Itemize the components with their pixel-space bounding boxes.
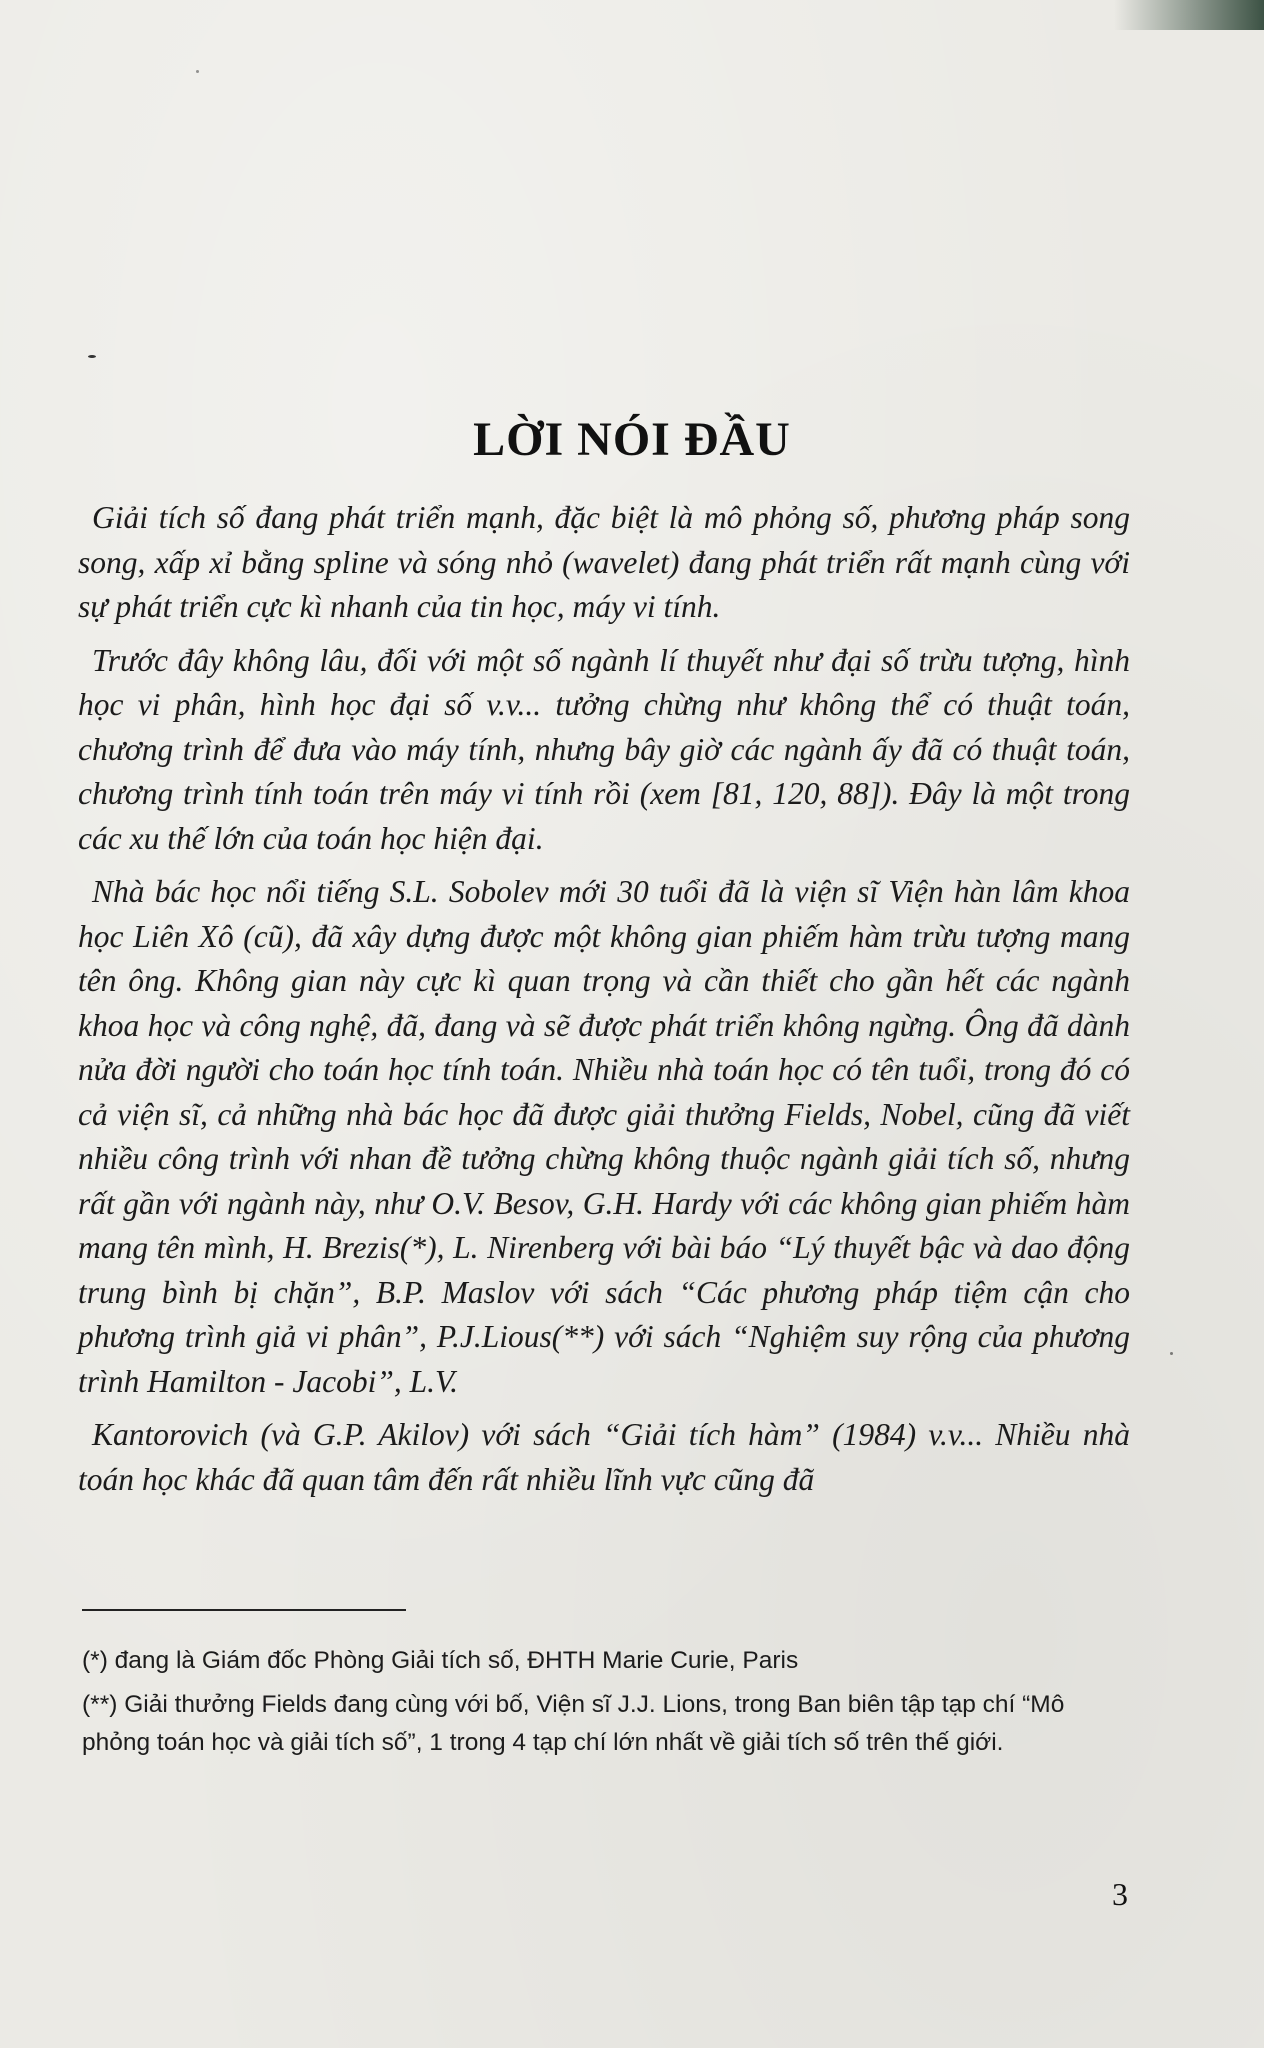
paper-speck (88, 355, 96, 358)
paragraph-intro: Giải tích số đang phát triển mạnh, đặc biệt là mô phỏng số, phương pháp song song, xấp xỉ bằng spline và sóng nhỏ (wavelet) đang phát triển rất mạnh cùng với sự phát triển cực kì nhanh của tin học, máy vi tính. (78, 500, 1130, 624)
page-title: LỜI NÓI ĐẦU (473, 413, 791, 467)
paragraph-kantorovich: Kantorovich (và G.P. Akilov) với sách “Giải tích hàm” (1984) v.v... Nhiều nhà toán học khác đã quan tâm đến rất nhiều lĩnh vực cũng đã (78, 1417, 1130, 1497)
paper-speck (196, 70, 199, 73)
page-corner-shadow (1114, 0, 1264, 30)
footnote-divider (82, 1609, 406, 1611)
footnotes (82, 1642, 1136, 1768)
footnote-2: (**) Giải thưởng Fields đang cùng với bố, Viện sĩ J.J. Lions, trong Ban biên tập tạp chí “Mô phỏng toán học và giải tích số”, 1 trong 4 tạp chí lớn nhất về giải tích số trên thế giới. (82, 1691, 1065, 1756)
paragraph-sobolev: Nhà bác học nổi tiếng S.L. Sobolev mới 30 tuổi đã là viện sĩ Viện hàn lâm khoa học Liên Xô (cũ), đã xây dựng được một không gian phiếm hàm trừu tượng mang tên ông. Không gian này cực kì quan trọng và cần thiết cho gần hết các ngành khoa học và công nghệ, đã, đang và sẽ được phát triển không ngừng. Ông đã dành nửa đời người cho toán học tính toán. Nhiều nhà toán học có tên tuổi, trong đó có cả viện sĩ, cả những nhà bác học đã được giải thưởng Fields, Nobel, cũng đã viết nhiều công trình với nhan đề tưởng chừng không thuộc ngành giải tích số, nhưng rất gần với ngành này, như O.V. Besov, G.H. Hardy với các không gian phiếm hàm mang tên mình, H. Brezis(*), L. Nirenberg với bài báo “Lý thuyết bậc và dao động trung bình bị chặn”, B.P. Maslov với sách “Các phương pháp tiệm cận cho phương trình giả vi phân”, P.J.Lious(**) với sách “Nghiệm suy rộng của phương trình Hamilton - Jacobi”, L.V. (78, 874, 1130, 1399)
preface-body (78, 496, 1130, 1511)
footnote-1: (*) đang là Giám đốc Phòng Giải tích số, ĐHTH Marie Curie, Paris (82, 1647, 799, 1674)
paragraph-algorithms: Trước đây không lâu, đối với một số ngành lí thuyết như đại số trừu tượng, hình học vi phân, hình học đại số v.v... tưởng chừng như không thể có thuật toán, chương trình để đưa vào máy tính, nhưng bây giờ các ngành ấy đã có thuật toán, chương trình tính toán trên máy vi tính rồi (xem [81, 120, 88]). Đây là một trong các xu thế lớn của toán học hiện đại. (78, 642, 1130, 856)
page-number: 3 (1112, 1876, 1128, 1912)
paper-speck (1170, 1352, 1173, 1355)
